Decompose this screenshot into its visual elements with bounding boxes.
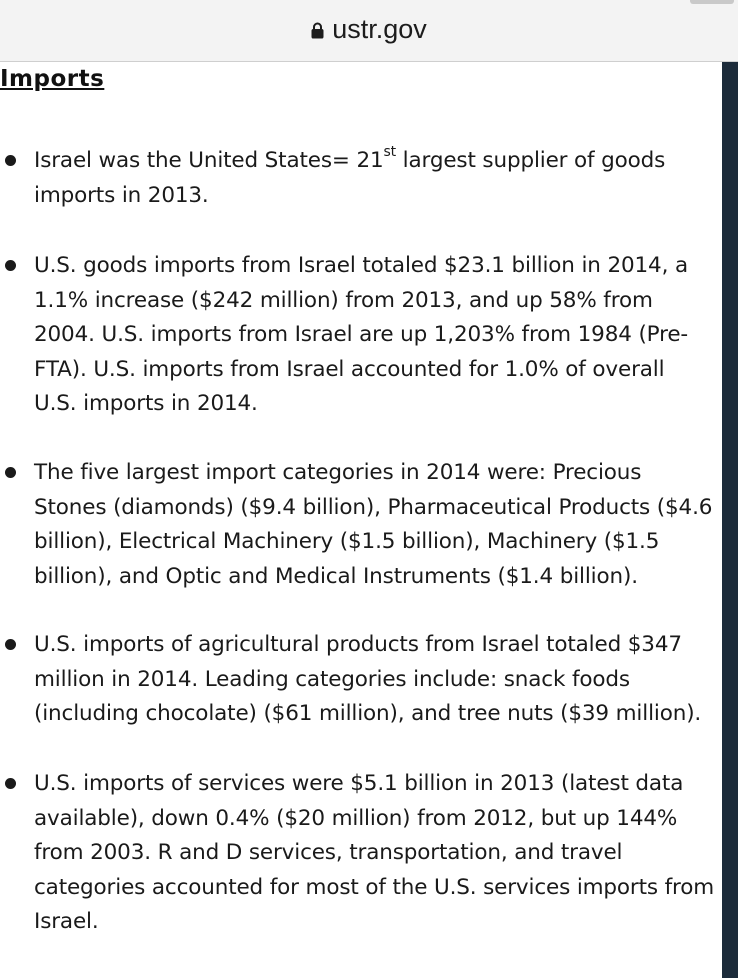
text-line: categories accounted for most of the U.S. services imports from (34, 874, 715, 900)
text-line: FTA). U.S. imports from Israel accounted for 1.0% of overall (34, 356, 665, 382)
text-line: billion), and Optic and Medical Instruments ($1.4 billion). (34, 563, 638, 589)
text-line: (including chocolate) ($61 million), and tree nuts ($39 million). (34, 701, 702, 726)
text-line: U.S. goods imports from Israel totaled $23.1 billion in 2014, a (34, 253, 688, 278)
list-item (34, 456, 724, 594)
text-line: U.S. imports in 2014. (34, 391, 258, 416)
ordinal-suffix: st (383, 144, 396, 160)
lock-icon (311, 22, 324, 39)
list-item (34, 628, 724, 732)
url-display[interactable] (0, 12, 738, 46)
address-bar[interactable] (0, 0, 738, 62)
text-line: available), down 0.4% ($20 million) from 2012, but up 144% (34, 805, 678, 831)
bullet-icon (5, 639, 16, 650)
text-segment: largest supplier of goods (395, 148, 666, 173)
list-item (34, 767, 724, 940)
text-line: U.S. imports of agricultural products from Israel totaled $347 (34, 632, 682, 657)
bullet-icon (5, 155, 16, 166)
text-line: The five largest import categories in 2014 were: Precious (34, 460, 642, 485)
text-line: 2004. U.S. imports from Israel are up 1,203% from 1984 (Pre- (34, 322, 689, 347)
bullet-icon (5, 467, 16, 478)
text-line (34, 144, 724, 179)
text-line: imports in 2013. (34, 182, 209, 208)
text-line: Israel. (34, 909, 99, 934)
text-line: Stones (diamonds) ($9.4 billion), Pharmaceutical Products ($4.6 (34, 494, 713, 520)
text-segment: Israel was the United States= 21 (34, 148, 384, 173)
text-line: U.S. imports of services were $5.1 billion in 2013 (latest data (34, 771, 684, 796)
bullet-icon (5, 778, 16, 789)
page-edge (722, 62, 738, 978)
list-item (34, 144, 724, 213)
text-line: billion), Electrical Machinery ($1.5 billion), Machinery ($1.5 (34, 529, 660, 554)
tab-handle (690, 0, 734, 4)
text-line: million in 2014. Leading categories include: snack foods (34, 666, 630, 692)
url-text: ustr.gov (332, 14, 427, 44)
text-line: 1.1% increase ($242 million) from 2013, and up 58% from (34, 287, 653, 313)
text-line: from 2003. R and D services, transportation, and travel (34, 840, 623, 865)
list-item (34, 249, 724, 422)
bullet-icon (5, 260, 16, 271)
section-heading: Imports (0, 66, 105, 92)
